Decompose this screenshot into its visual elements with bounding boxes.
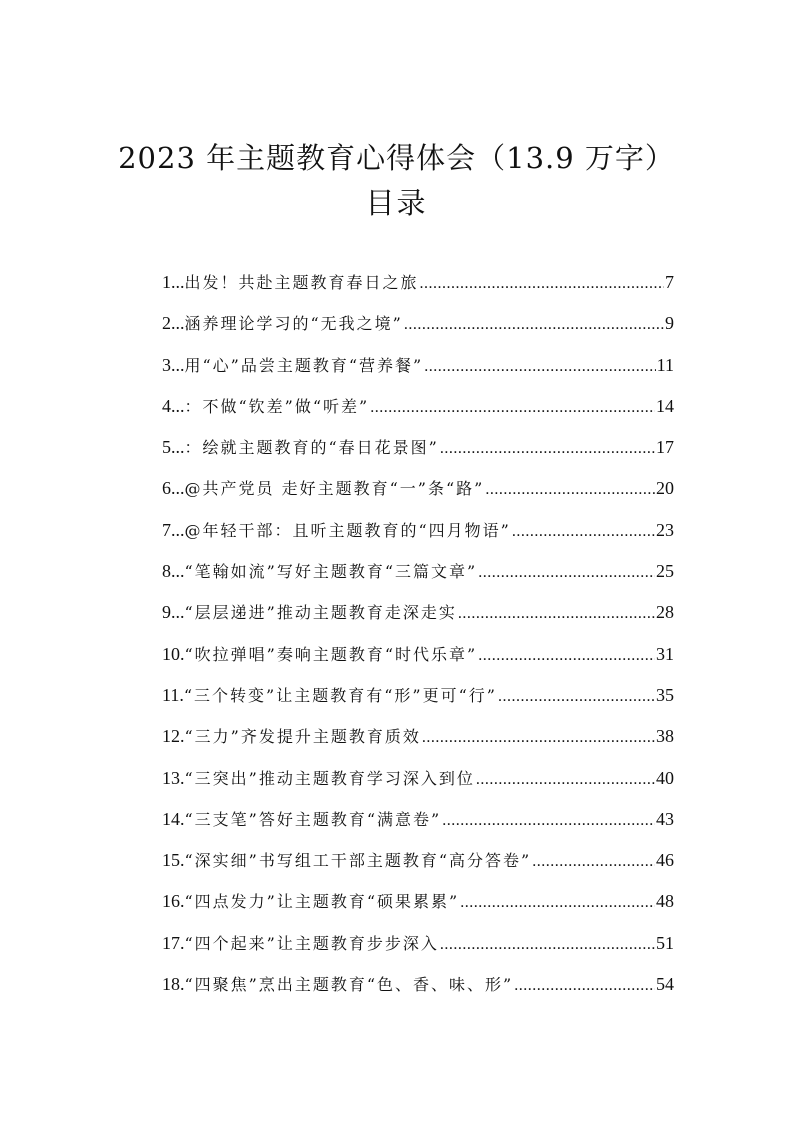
toc-leader-dots	[514, 977, 655, 995]
toc-entry-title: “吹拉弹唱”奏响主题教育“时代乐章”	[184, 644, 478, 664]
toc-entry-number: 13.	[162, 767, 185, 788]
toc-entry-number: 9...	[162, 602, 185, 623]
table-of-contents	[162, 270, 674, 1013]
toc-entry-number: 14.	[162, 808, 185, 829]
toc-entry-title: 出发！共赴主题教育春日之旅	[184, 273, 419, 292]
toc-leader-dots	[404, 316, 664, 334]
toc-entry-page: 54	[656, 974, 674, 995]
toc-entry[interactable]	[162, 848, 674, 889]
toc-entry-number: 7...	[162, 519, 185, 540]
toc-leader-dots	[476, 771, 655, 789]
toc-entry-number: 16.	[162, 891, 185, 912]
toc-leader-dots	[422, 729, 655, 747]
toc-entry-title: “三突出”推动主题教育学习深入到位	[184, 768, 475, 788]
toc-leader-dots	[512, 523, 655, 541]
toc-entry-page: 31	[656, 643, 674, 664]
toc-entry-page: 20	[656, 478, 674, 499]
toc-entry-title: “层层递进”推动主题教育走深走实	[184, 603, 457, 623]
toc-entry-page: 7	[665, 272, 674, 292]
toc-entry-title: @共产党员 走好主题教育“一”条“路”	[184, 479, 485, 499]
toc-entry-page: 48	[656, 891, 674, 912]
toc-entry-page: 40	[656, 767, 674, 788]
toc-entry-page: 17	[656, 437, 674, 458]
toc-leader-dots	[440, 440, 655, 458]
toc-entry-title: “三支笔”答好主题教育“满意卷”	[184, 809, 442, 829]
toc-entry-number: 2...	[162, 313, 185, 334]
toc-entry-title: “三个转变”让主题教育有“形”更可“行”	[183, 685, 497, 705]
toc-entry-page: 51	[656, 932, 674, 953]
toc-entry[interactable]	[162, 931, 674, 972]
toc-leader-dots	[478, 647, 655, 665]
toc-entry-number: 4...	[162, 395, 185, 416]
toc-entry-title: “深实细”书写组工干部主题教育“高分答卷”	[184, 851, 532, 871]
toc-entry-page: 23	[656, 519, 674, 540]
toc-entry-page: 28	[656, 602, 674, 623]
toc-entry[interactable]	[162, 270, 674, 311]
toc-entry-number: 6...	[162, 478, 185, 499]
toc-leader-dots	[485, 481, 655, 499]
toc-entry-title: @年轻干部：且听主题教育的“四月物语”	[184, 520, 511, 540]
toc-leader-dots	[440, 936, 655, 954]
toc-leader-dots	[478, 564, 655, 582]
toc-entry-title: “四聚焦”烹出主题教育“色、香、味、形”	[184, 975, 514, 995]
toc-entry-number: 15.	[162, 850, 185, 871]
toc-entry[interactable]	[162, 807, 674, 848]
toc-entry-page: 38	[656, 726, 674, 747]
toc-leader-dots	[458, 605, 655, 623]
toc-leader-dots	[370, 399, 655, 417]
toc-entry-title: ：绘就主题教育的“春日花景图”	[184, 438, 439, 458]
toc-entry-number: 3...	[162, 354, 185, 375]
toc-entry-number: 10.	[162, 643, 185, 664]
toc-entry-page: 43	[656, 808, 674, 829]
toc-entry[interactable]	[162, 311, 674, 352]
toc-leader-dots	[498, 688, 655, 706]
toc-entry[interactable]	[162, 559, 674, 600]
toc-entry[interactable]	[162, 724, 674, 765]
toc-entry[interactable]	[162, 518, 674, 559]
toc-entry-number: 5...	[162, 437, 185, 458]
toc-entry-number: 8...	[162, 561, 185, 582]
toc-entry[interactable]	[162, 353, 674, 394]
toc-entry-page: 35	[656, 684, 674, 705]
toc-entry-title: “笔翰如流”写好主题教育“三篇文章”	[184, 562, 478, 582]
toc-entry-title: ：不做“钦差”做“听差”	[184, 396, 370, 416]
toc-entry[interactable]	[162, 683, 674, 724]
toc-entry-page: 11	[656, 354, 674, 375]
toc-entry[interactable]	[162, 435, 674, 476]
toc-entry[interactable]	[162, 766, 674, 807]
toc-entry[interactable]	[162, 889, 674, 930]
toc-entry-number: 18.	[162, 974, 185, 995]
toc-entry[interactable]	[162, 394, 674, 435]
toc-entry-page: 14	[656, 395, 674, 416]
toc-entry-number: 17.	[162, 932, 185, 953]
toc-heading: 目录	[365, 186, 428, 220]
toc-leader-dots	[532, 853, 655, 871]
toc-leader-dots	[424, 358, 655, 376]
toc-leader-dots	[460, 894, 655, 912]
toc-entry-title: “四个起来”让主题教育步步深入	[184, 933, 439, 953]
toc-entry-title: 涵养理论学习的“无我之境”	[184, 314, 403, 334]
toc-entry-page: 46	[656, 850, 674, 871]
toc-entry-number: 1...	[162, 272, 185, 292]
toc-leader-dots	[420, 275, 664, 293]
toc-entry-title: “三力”齐发提升主题教育质效	[184, 727, 421, 747]
toc-entry-title: “四点发力”让主题教育“硕果累累”	[184, 892, 460, 912]
toc-entry-page: 9	[665, 313, 674, 334]
toc-entry[interactable]	[162, 476, 674, 517]
toc-entry-title: 用“心”品尝主题教育“营养餐”	[184, 355, 424, 375]
toc-entry-number: 11.	[162, 684, 184, 705]
toc-entry-number: 12.	[162, 726, 185, 747]
toc-leader-dots	[442, 812, 655, 830]
document-title: 2023 年主题教育心得体会（13.9 万字）	[118, 141, 675, 175]
toc-entry-page: 25	[656, 561, 674, 582]
toc-entry[interactable]	[162, 642, 674, 683]
toc-entry[interactable]	[162, 972, 674, 1013]
toc-entry[interactable]	[162, 600, 674, 641]
